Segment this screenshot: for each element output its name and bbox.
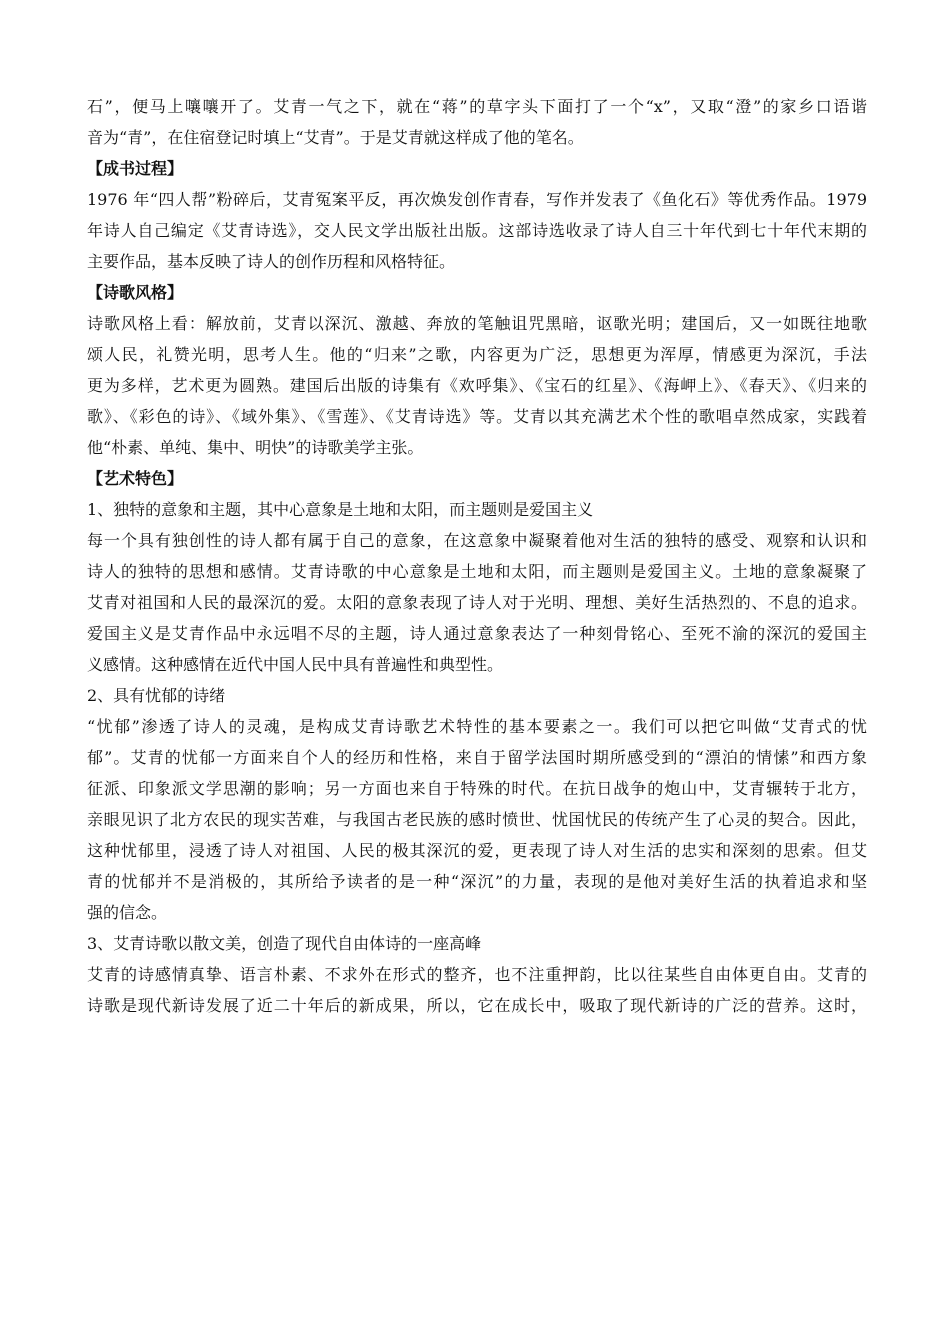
text-line: 艾青的诗感情真挚、语言朴素、不求外在形式的整齐，也不注重押韵，比以往某些自由体更自由。艾青的 <box>87 965 867 984</box>
text-line: 年诗人自己编定《艾青诗选》，交人民文学出版社出版。这部诗选收录了诗人自三十年代到七十年代末期的 <box>87 221 867 240</box>
text-line: 歌》、《彩色的诗》、《域外集》、《雪莲》、《艾青诗选》等。艾青以其充满艺术个性的歌唱卓然成家，实践着 <box>87 407 867 426</box>
text-line: “忧郁”渗透了诗人的灵魂，是构成艾青诗歌艺术特性的基本要素之一。我们可以把它叫做“艾青式的忧 <box>87 717 867 736</box>
text-line: 强的信念。 <box>87 903 168 922</box>
text-line: 这种忧郁里，浸透了诗人对祖国、人民的极其深沉的爱，更表现了诗人对生活的忠实和深刻的思索。但艾 <box>87 841 867 860</box>
text-line: 音为“青”，在住宿登记时填上“艾青”。于是艾青就这样成了他的笔名。 <box>87 128 584 147</box>
text-line: 他“朴素、单纯、集中、明快”的诗歌美学主张。 <box>87 438 424 457</box>
subheading-line: 3、艾青诗歌以散文美，创造了现代自由体诗的一座高峰 <box>87 934 482 953</box>
text-line: 1976 年“四人帮”粉碎后，艾青冤案平反，再次焕发创作青春，写作并发表了《鱼化石》等优秀作品。1979 <box>87 190 867 209</box>
text-line: 诗人的独特的思想和感情。艾青诗歌的中心意象是土地和太阳，而主题则是爱国主义。土地的意象凝聚了 <box>87 562 867 581</box>
section-artistic-features <box>87 463 867 1021</box>
section-compilation <box>87 153 867 277</box>
subheading-line: 1、独特的意象和主题，其中心意象是土地和太阳，而主题则是爱国主义 <box>87 500 594 519</box>
intro-paragraph <box>87 91 867 153</box>
text-line: 诗歌是现代新诗发展了近二十年后的新成果，所以，它在成长中，吸取了现代新诗的广泛的营养。这时， <box>87 996 867 1015</box>
text-line: 艾青对祖国和人民的最深沉的爱。太阳的意象表现了诗人对于光明、理想、美好生活热烈的、不息的追求。 <box>87 593 867 612</box>
document-page <box>87 91 867 1021</box>
section-heading: 【诗歌风格】 <box>87 283 184 302</box>
section-heading: 【艺术特色】 <box>87 469 184 488</box>
section-heading: 【成书过程】 <box>87 159 184 178</box>
text-line: 每一个具有独创性的诗人都有属于自己的意象，在这意象中凝聚着他对生活的独特的感受、观察和认识和 <box>87 531 867 550</box>
text-line: 郁”。艾青的忧郁一方面来自个人的经历和性格，来自于留学法国时期所感受到的“漂泊的情愫”和西方象 <box>87 748 867 767</box>
text-line: 义感情。这种感情在近代中国人民中具有普遍性和典型性。 <box>87 655 504 674</box>
subheading-line: 2、具有忧郁的诗绪 <box>87 686 226 705</box>
text-line: 石”，便马上嚷嚷开了。艾青一气之下，就在“蒋”的草字头下面打了一个“x”，又取“澄”的家乡口语谐 <box>87 97 867 116</box>
text-line: 亲眼见识了北方农民的现实苦难，与我国古老民族的感时愤世、忧国忧民的传统产生了心灵的契合。因此， <box>87 810 867 829</box>
text-line: 颂人民，礼赞光明，思考人生。他的“归来”之歌，内容更为广泛，思想更为浑厚，情感更为深沉，手法 <box>87 345 867 364</box>
section-poetry-style <box>87 277 867 463</box>
text-line: 诗歌风格上看：解放前，艾青以深沉、激越、奔放的笔触诅咒黑暗，讴歌光明；建国后，又一如既往地歌 <box>87 314 867 333</box>
text-line: 更为多样，艺术更为圆熟。建国后出版的诗集有《欢呼集》、《宝石的红星》、《海岬上》、《春天》、《归来的 <box>87 376 867 395</box>
text-line: 爱国主义是艾青作品中永远唱不尽的主题，诗人通过意象表达了一种刻骨铭心、至死不渝的深沉的爱国主 <box>87 624 867 643</box>
text-line: 主要作品，基本反映了诗人的创作历程和风格特征。 <box>87 252 456 271</box>
text-line: 征派、印象派文学思潮的影响；另一方面也来自于特殊的时代。在抗日战争的炮山中，艾青辗转于北方， <box>87 779 867 798</box>
text-line: 青的忧郁并不是消极的，其所给予读者的是一种“深沉”的力量，表现的是他对美好生活的执着追求和坚 <box>87 872 867 891</box>
